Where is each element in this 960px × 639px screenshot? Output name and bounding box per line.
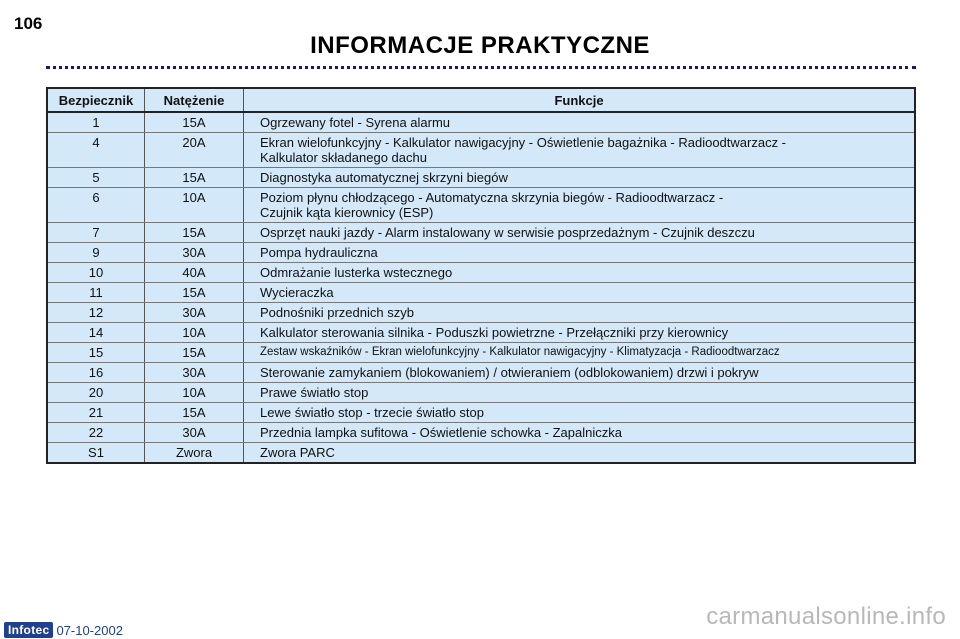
function-cell	[244, 383, 916, 403]
fuse-table	[46, 87, 916, 464]
fuse-number-cell: 22	[47, 423, 145, 443]
amperage-cell: Zwora	[145, 443, 244, 464]
function-line: Przednia lampka sufitowa - Oświetlenie schowka - Zapalniczka	[260, 425, 622, 440]
watermark: carmanualsonline.info	[706, 603, 946, 630]
function-cell	[244, 263, 916, 283]
table-header-row	[47, 88, 915, 112]
fuse-number-cell: 7	[47, 223, 145, 243]
function-line: Ekran wielofunkcyjny - Kalkulator nawigacyjny - Oświetlenie bagażnika - Radioodtwarzacz -	[260, 135, 787, 150]
function-line: Ogrzewany fotel - Syrena alarmu	[260, 115, 451, 130]
fuse-number-cell: 11	[47, 283, 145, 303]
table-row	[47, 133, 915, 168]
dotted-divider	[46, 66, 916, 69]
amperage-cell: 15A	[145, 223, 244, 243]
function-cell	[244, 188, 916, 223]
amperage-cell: 15A	[145, 403, 244, 423]
function-line: Odmrażanie lusterka wstecznego	[260, 265, 453, 280]
table-row	[47, 423, 915, 443]
function-line: Poziom płynu chłodzącego - Automatyczna skrzynia biegów - Radioodtwarzacz -	[260, 190, 724, 205]
fuse-number-cell: 21	[47, 403, 145, 423]
function-cell	[244, 343, 916, 363]
function-line: Czujnik kąta kierownicy (ESP)	[260, 205, 434, 220]
amperage-cell: 30A	[145, 303, 244, 323]
column-header-fuse: Bezpiecznik	[47, 88, 145, 112]
amperage-cell: 10A	[145, 188, 244, 223]
table-row	[47, 363, 915, 383]
amperage-cell: 30A	[145, 363, 244, 383]
table-row	[47, 243, 915, 263]
function-cell	[244, 168, 916, 188]
function-cell	[244, 223, 916, 243]
column-header-amperage: Natężenie	[145, 88, 244, 112]
page-title: INFORMACJE PRAKTYCZNE	[310, 32, 650, 59]
table-row	[47, 112, 915, 133]
amperage-cell: 20A	[145, 133, 244, 168]
table-row	[47, 168, 915, 188]
table-row	[47, 383, 915, 403]
table-row	[47, 223, 915, 243]
amperage-cell: 15A	[145, 112, 244, 133]
table-row	[47, 263, 915, 283]
table-row	[47, 343, 915, 363]
table-row	[47, 188, 915, 223]
infotec-logo: Infotec	[4, 622, 53, 638]
table-row	[47, 403, 915, 423]
function-line: Osprzęt nauki jazdy - Alarm instalowany w serwisie posprzedażnym - Czujnik deszczu	[260, 225, 755, 240]
fuse-number-cell: 16	[47, 363, 145, 383]
fuse-number-cell: 1	[47, 112, 145, 133]
footer-date: 07-10-2002	[56, 622, 123, 638]
fuse-number-cell: 12	[47, 303, 145, 323]
amperage-cell: 30A	[145, 243, 244, 263]
table-row	[47, 303, 915, 323]
function-line: Pompa hydrauliczna	[260, 245, 378, 260]
function-cell	[244, 423, 916, 443]
function-line: Kalkulator sterowania silnika - Poduszki powietrzne - Przełączniki przy kierownicy	[260, 325, 729, 340]
table-body	[47, 112, 915, 463]
function-cell	[244, 283, 916, 303]
amperage-cell: 15A	[145, 168, 244, 188]
amperage-cell: 10A	[145, 323, 244, 343]
page-number: 106	[14, 14, 43, 33]
function-line: Kalkulator składanego dachu	[260, 150, 427, 165]
fuse-number-cell: 10	[47, 263, 145, 283]
function-cell	[244, 243, 916, 263]
fuse-number-cell: 5	[47, 168, 145, 188]
amperage-cell: 15A	[145, 343, 244, 363]
function-cell	[244, 323, 916, 343]
amperage-cell: 15A	[145, 283, 244, 303]
function-line: Sterowanie zamykaniem (blokowaniem) / otwieraniem (odblokowaniem) drzwi i pokryw	[260, 365, 759, 380]
fuse-number-cell: 15	[47, 343, 145, 363]
function-cell	[244, 303, 916, 323]
amperage-cell: 10A	[145, 383, 244, 403]
fuse-number-cell: 20	[47, 383, 145, 403]
table-row	[47, 443, 915, 464]
fuse-number-cell: 9	[47, 243, 145, 263]
function-cell	[244, 403, 916, 423]
table-row	[47, 323, 915, 343]
amperage-cell: 30A	[145, 423, 244, 443]
column-header-functions: Funkcje	[244, 88, 916, 112]
amperage-cell: 40A	[145, 263, 244, 283]
function-cell	[244, 363, 916, 383]
function-line: Diagnostyka automatycznej skrzyni biegów	[260, 170, 508, 185]
function-line: Lewe światło stop - trzecie światło stop	[260, 405, 484, 420]
fuse-number-cell: S1	[47, 443, 145, 464]
function-cell	[244, 133, 916, 168]
fuse-number-cell: 4	[47, 133, 145, 168]
function-cell	[244, 443, 916, 464]
function-line: Wycieraczka	[260, 285, 334, 300]
footer	[4, 622, 123, 638]
function-line: Podnośniki przednich szyb	[260, 305, 414, 320]
function-line: Zwora PARC	[260, 445, 335, 460]
table-row	[47, 283, 915, 303]
function-line: Zestaw wskaźników - Ekran wielofunkcyjny - Kalkulator nawigacyjny - Klimatyzacja - Radioodtwarzacz	[260, 346, 780, 358]
function-cell	[244, 112, 916, 133]
function-line: Prawe światło stop	[260, 385, 369, 400]
fuse-number-cell: 14	[47, 323, 145, 343]
fuse-number-cell: 6	[47, 188, 145, 223]
